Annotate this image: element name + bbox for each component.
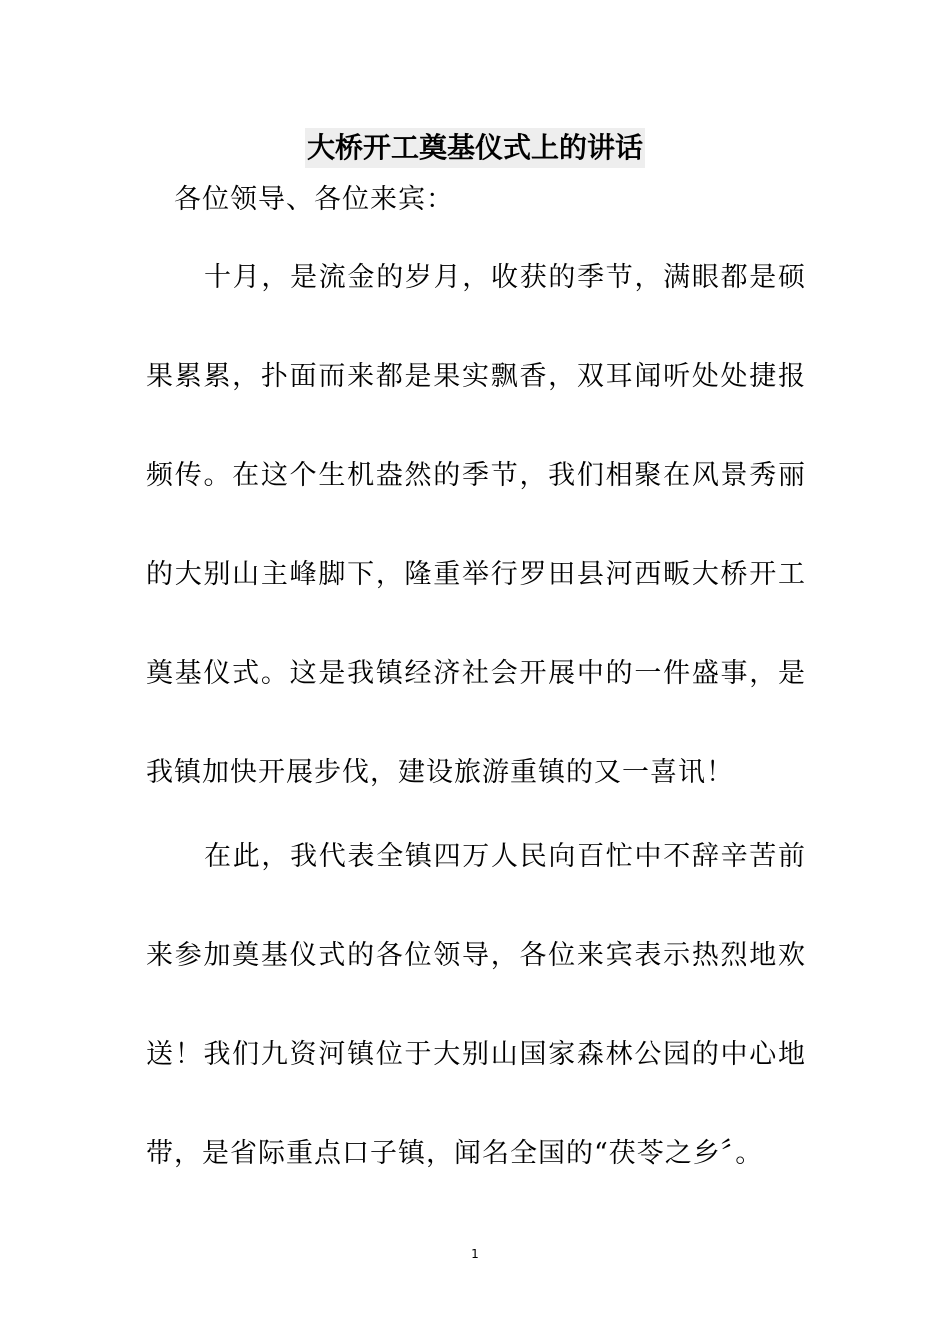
paragraph-2: 在此，我代表全镇四万人民向百忙中不辞辛苦前来参加奠基仪式的各位领导，各位来宾表示热烈地欢送！我们九资河镇位于大别山国家森林公园的中心地带，是省际重点口子镇，闻名全国的“茯苓之乡〞。 — [146, 841, 806, 1169]
salutation: 各位领导、各位来宾： — [174, 184, 454, 215]
paragraph-1: 十月，是流金的岁月，收获的季节，满眼都是硕果累累，扑面而来都是果实飘香，双耳闻听处处捷报频传。在这个生机盎然的季节，我们相聚在风景秀丽的大别山主峰脚下，隆重举行罗田县河西畈大桥开工奠基仪式。这是我镇经济社会开展中的一件盛事，是我镇加快开展步伐，建设旅游重镇的又一喜讯！ — [146, 262, 806, 788]
document-title: 大桥开工奠基仪式上的讲话 — [305, 128, 645, 168]
page-number: 1 — [471, 1247, 479, 1261]
title-container — [0, 128, 950, 168]
